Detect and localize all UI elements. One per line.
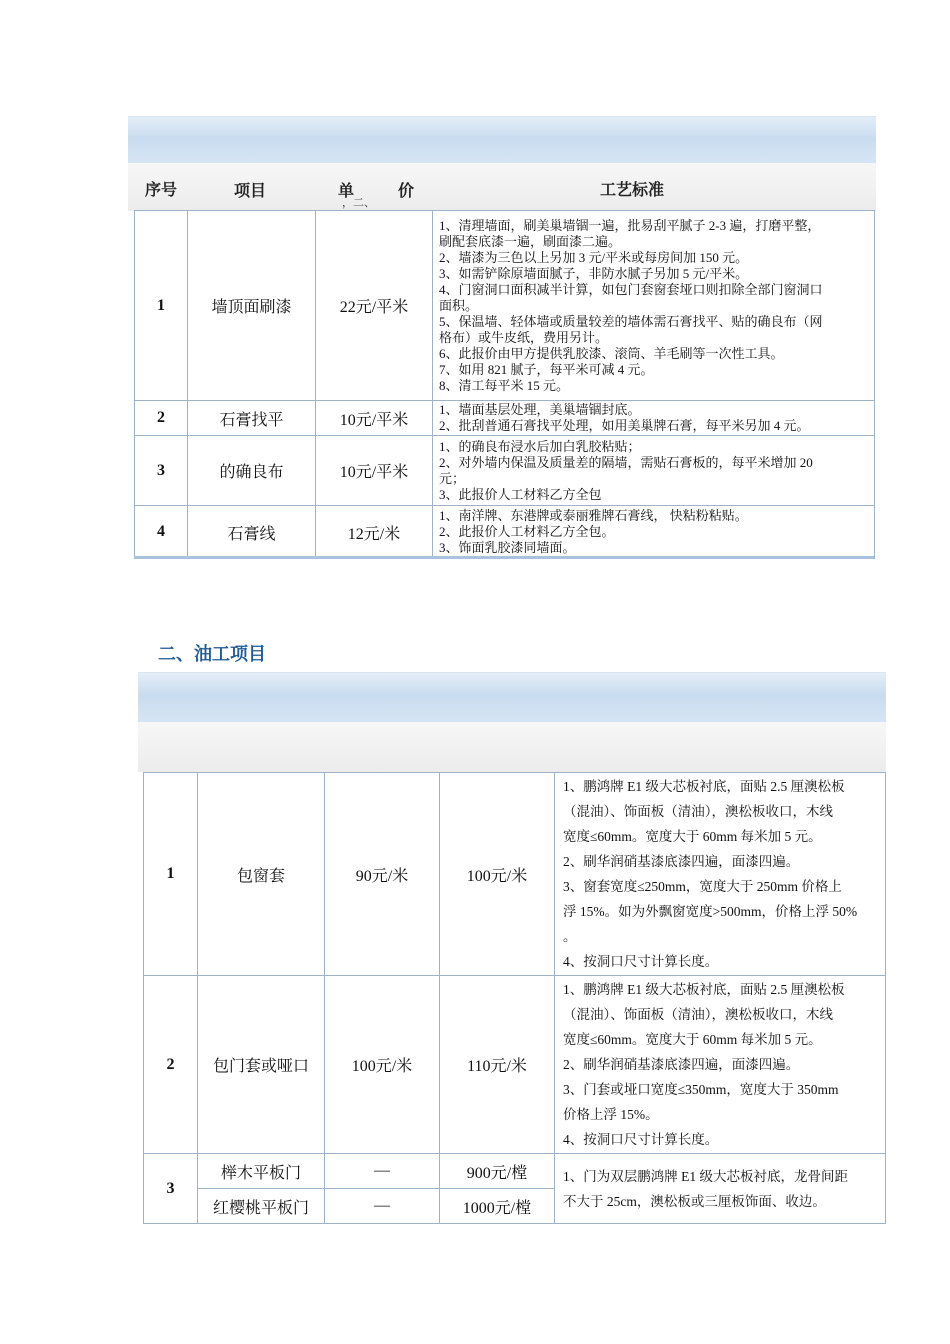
standard-line: 4、按洞口尺寸计算长度。 bbox=[563, 1132, 719, 1147]
standard-line: 2、刷华润硝基漆底漆四遍，面漆四遍。 bbox=[563, 854, 800, 869]
standard-line: 浮 15%。如为外飘窗宽度>500mm，价格上浮 50% bbox=[563, 904, 858, 919]
standard-line: 1、墙面基层处理，美巢墙锢封底。 bbox=[439, 402, 641, 417]
row-number: 3 bbox=[144, 1154, 198, 1224]
standard-line: 2、墙漆为三色以上另加 3 元/平米或每房间加 150 元。 bbox=[439, 249, 749, 265]
row-price-1: 100元/米 bbox=[325, 976, 440, 1154]
standard-line: 2、刷华润硝基漆底漆四遍，面漆四遍。 bbox=[563, 1057, 800, 1072]
table1 bbox=[134, 210, 875, 559]
header-price-a: 单 bbox=[338, 183, 355, 200]
standard-line: 3、门套或垭口宽度≤350mm，宽度大于 350mm bbox=[563, 1082, 839, 1097]
standard-line: 8、清工每平米 15 元。 bbox=[439, 377, 570, 393]
standard-line: 7、如用 821 腻子，每平米可减 4 元。 bbox=[439, 361, 654, 377]
row-item: 的确良布 bbox=[188, 436, 316, 506]
row-price: 10元/平米 bbox=[316, 436, 433, 506]
row-item: 石膏找平 bbox=[188, 401, 316, 436]
header-no: 序号 bbox=[145, 182, 178, 199]
standard-line: 2、此报价人工材料乙方全包。 bbox=[439, 524, 615, 539]
standard-line: 1、清理墙面，刷美巢墙锢一遍，批易刮平腻子 2-3 遍，打磨平整， bbox=[439, 217, 821, 233]
standard-line: 3、饰面乳胶漆同墙面。 bbox=[439, 540, 576, 555]
table2-header-band bbox=[138, 672, 886, 723]
standard-line: 。 bbox=[563, 929, 577, 944]
standard-line: 价格上浮 15%。 bbox=[563, 1107, 659, 1122]
table-row bbox=[135, 211, 875, 401]
standard-line: 2、批刮普通石膏找平处理，如用美巢牌石膏，每平米另加 4 元。 bbox=[439, 418, 810, 433]
row-standard bbox=[433, 401, 875, 436]
standard-line: 元； bbox=[439, 470, 466, 486]
row-standard bbox=[555, 976, 886, 1154]
row-item: 墙顶面刷漆 bbox=[188, 211, 316, 401]
standard-line: 2、对外墙内保温及质量差的隔墙，需贴石膏板的，每平米增加 20 bbox=[439, 454, 813, 470]
row-item: 榉木平板门 bbox=[198, 1154, 325, 1189]
row-price: 22元/平米 bbox=[316, 211, 433, 401]
row-number: 2 bbox=[144, 976, 198, 1154]
table-row bbox=[144, 976, 886, 1154]
table1-bottom-rule bbox=[134, 556, 874, 559]
standard-line: 1、鹏鸿牌 E1 级大芯板衬底，面贴 2.5 厘澳松板 bbox=[563, 779, 845, 794]
standard-line: 4、按洞口尺寸计算长度。 bbox=[563, 954, 719, 969]
row-price-1: — bbox=[325, 1189, 440, 1224]
row-price: 10元/平米 bbox=[316, 401, 433, 436]
row-standard bbox=[433, 436, 875, 506]
standard-line: 1、南洋牌、东港牌或泰丽雅牌石膏线， 快粘粉粘贴。 bbox=[439, 508, 748, 523]
standard-line: 5、保温墙、轻体墙或质量较差的墙体需石膏找平、贴的确良布（网 bbox=[439, 313, 823, 329]
row-number: 4 bbox=[135, 506, 188, 559]
row-price-2: 900元/樘 bbox=[440, 1154, 555, 1189]
standard-line: 面积。 bbox=[439, 297, 479, 313]
table-row bbox=[135, 401, 875, 436]
row-price-1: 90元/米 bbox=[325, 773, 440, 976]
row-price-2: 100元/米 bbox=[440, 773, 555, 976]
row-price-2: 1000元/樘 bbox=[440, 1189, 555, 1224]
row-number: 2 bbox=[135, 401, 188, 436]
row-price: 12元/米 bbox=[316, 506, 433, 559]
row-standard bbox=[555, 773, 886, 976]
standard-line: 格布）或牛皮纸，费用另计。 bbox=[439, 329, 609, 345]
header-overlap-text: ，二、 bbox=[342, 197, 375, 209]
header-standard: 工艺标准 bbox=[600, 182, 665, 199]
row-standard bbox=[433, 506, 875, 559]
standard-line: 3、此报价人工材料乙方全包 bbox=[439, 486, 602, 502]
table-row bbox=[144, 773, 886, 976]
standard-line: （混油）、饰面板（清油），澳松板收口，木线 bbox=[563, 804, 833, 819]
table-row bbox=[144, 1154, 886, 1189]
row-standard bbox=[433, 211, 875, 401]
row-number: 1 bbox=[144, 773, 198, 976]
row-price-1: — bbox=[325, 1154, 440, 1189]
standard-line: （混油）、饰面板（清油），澳松板收口，木线 bbox=[563, 1007, 833, 1022]
row-item: 包窗套 bbox=[198, 773, 325, 976]
standard-line: 4、门窗洞口面积减半计算，如包门套窗套垭口则扣除全部门窗洞口 bbox=[439, 281, 823, 297]
table-row bbox=[135, 506, 875, 559]
standard-line: 6、此报价由甲方提供乳胶漆、滚筒、羊毛刷等一次性工具。 bbox=[439, 345, 784, 361]
row-standard bbox=[555, 1154, 886, 1224]
standard-line: 刷配套底漆一遍，刷面漆二遍。 bbox=[439, 233, 622, 249]
standard-line: 3、如需铲除原墙面腻子，非防水腻子另加 5 元/平米。 bbox=[439, 265, 749, 281]
table2-header-row bbox=[138, 722, 886, 772]
header-item: 项目 bbox=[234, 183, 267, 200]
row-price-2: 110元/米 bbox=[440, 976, 555, 1154]
header-price-b: 价 bbox=[398, 183, 415, 200]
table2 bbox=[143, 772, 886, 1224]
table-row bbox=[135, 436, 875, 506]
section-title: 二、油工项目 bbox=[158, 644, 266, 664]
standard-line: 1、鹏鸿牌 E1 级大芯板衬底，面贴 2.5 厘澳松板 bbox=[563, 982, 845, 997]
row-number: 1 bbox=[135, 211, 188, 401]
standard-line: 宽度≤60mm。宽度大于 60mm 每米加 5 元。 bbox=[563, 1032, 822, 1047]
standard-line: 3、窗套宽度≤250mm，宽度大于 250mm 价格上 bbox=[563, 879, 842, 894]
standard-line: 不大于 25cm，澳松板或三厘板饰面、收边。 bbox=[563, 1193, 826, 1209]
row-number: 3 bbox=[135, 436, 188, 506]
table1-header-band bbox=[128, 116, 876, 164]
row-item: 红樱桃平板门 bbox=[198, 1189, 325, 1224]
standard-line: 1、的确良布浸水后加白乳胶粘贴； bbox=[439, 438, 641, 454]
standard-line: 宽度≤60mm。宽度大于 60mm 每米加 5 元。 bbox=[563, 829, 822, 844]
standard-line: 1、门为双层鹏鸿牌 E1 级大芯板衬底，龙骨间距 bbox=[563, 1168, 848, 1184]
row-item: 包门套或哑口 bbox=[198, 976, 325, 1154]
row-item: 石膏线 bbox=[188, 506, 316, 559]
